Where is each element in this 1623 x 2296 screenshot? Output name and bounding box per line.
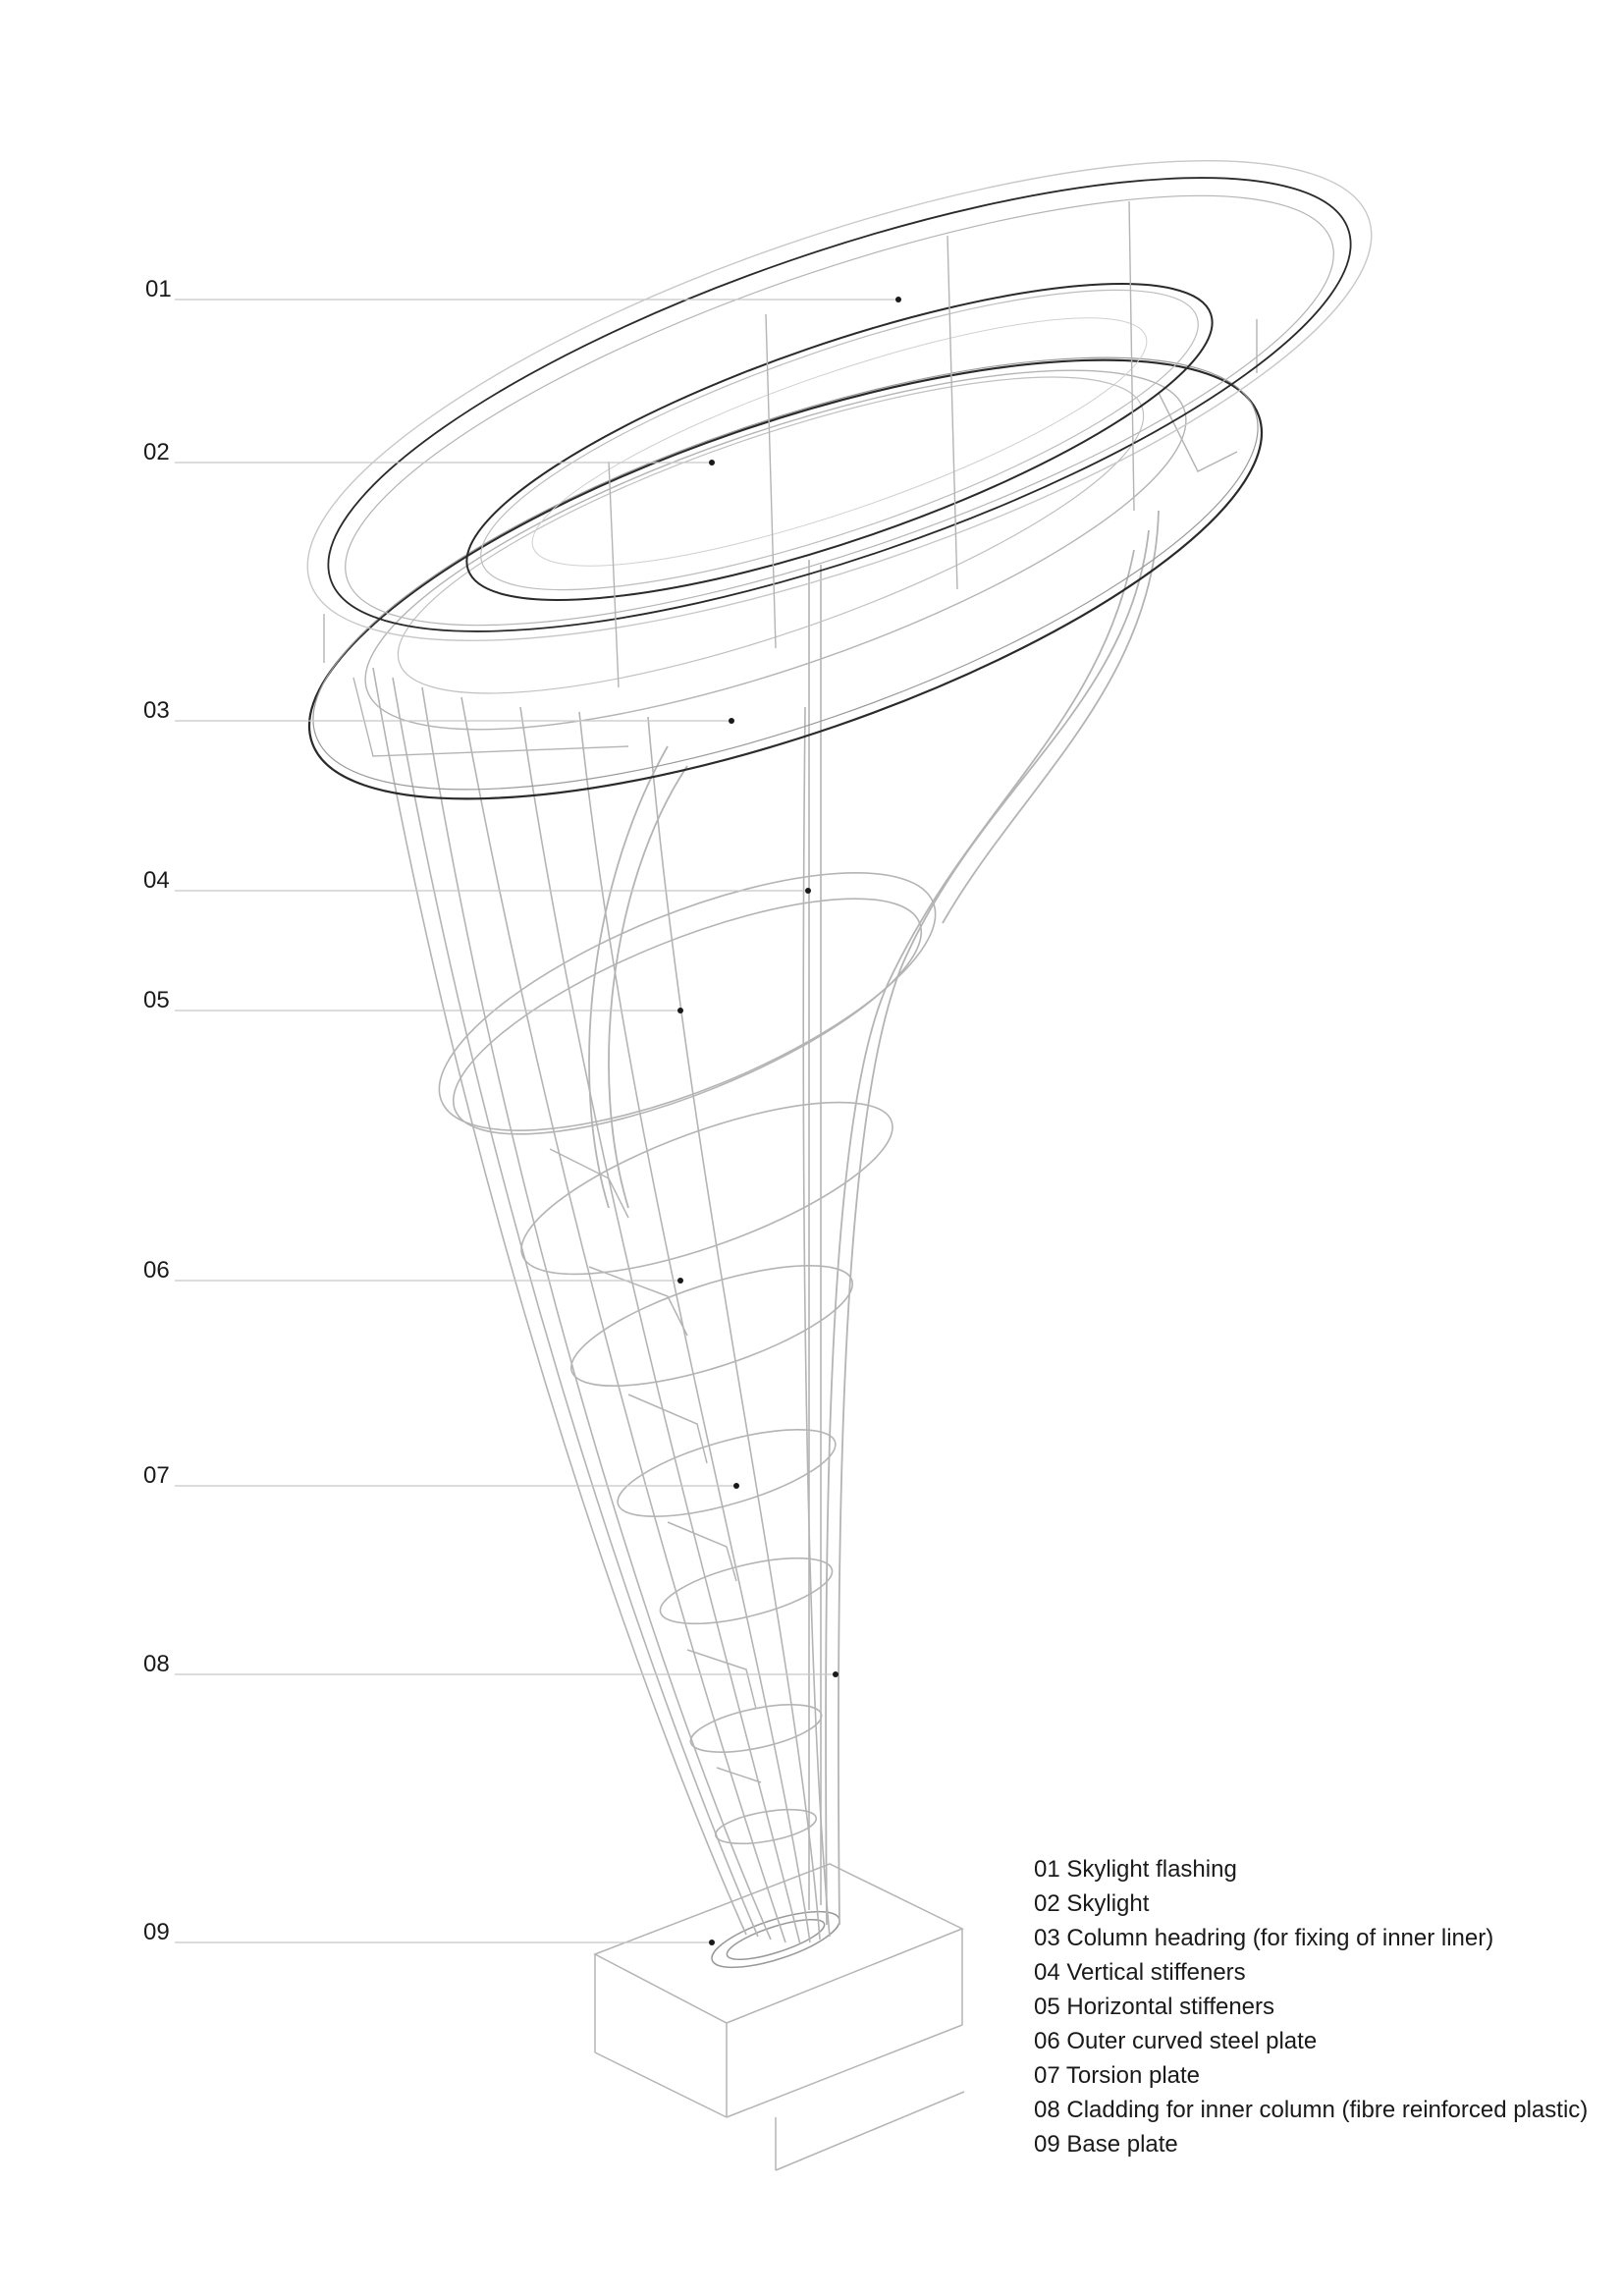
legend-item: 04 Vertical stiffeners	[1034, 1959, 1246, 1986]
legend-item: 07 Torsion plate	[1034, 2062, 1201, 2089]
base-plinth	[595, 1864, 964, 2170]
callout-08: 08	[143, 1651, 170, 1677]
callout-06: 06	[143, 1257, 170, 1284]
legend-item: 06 Outer curved steel plate	[1034, 2028, 1318, 2054]
callout-03: 03	[143, 697, 170, 724]
legend-item: 05 Horizontal stiffeners	[1034, 1994, 1275, 2020]
legend-item: 08 Cladding for inner column (fibre reinforced plastic)	[1034, 2097, 1589, 2123]
callout-07: 07	[143, 1462, 170, 1489]
column-headring	[261, 269, 1309, 890]
legend-item: 01 Skylight flashing	[1034, 1856, 1237, 1883]
legend-item: 02 Skylight	[1034, 1890, 1150, 1917]
callout-01: 01	[145, 276, 172, 302]
callout-05: 05	[143, 987, 170, 1013]
outer-curved-plate	[589, 511, 1159, 1925]
legend-item: 09 Base plate	[1034, 2131, 1178, 2158]
vertical-stiffeners	[373, 560, 830, 1944]
legend-item: 03 Column headring (for fixing of inner liner)	[1034, 1925, 1494, 1951]
legend	[1034, 1852, 1588, 2161]
callout-02: 02	[143, 439, 170, 465]
leader-dots	[677, 297, 901, 1945]
callout-09: 09	[143, 1919, 170, 1945]
callout-04: 04	[143, 867, 170, 894]
